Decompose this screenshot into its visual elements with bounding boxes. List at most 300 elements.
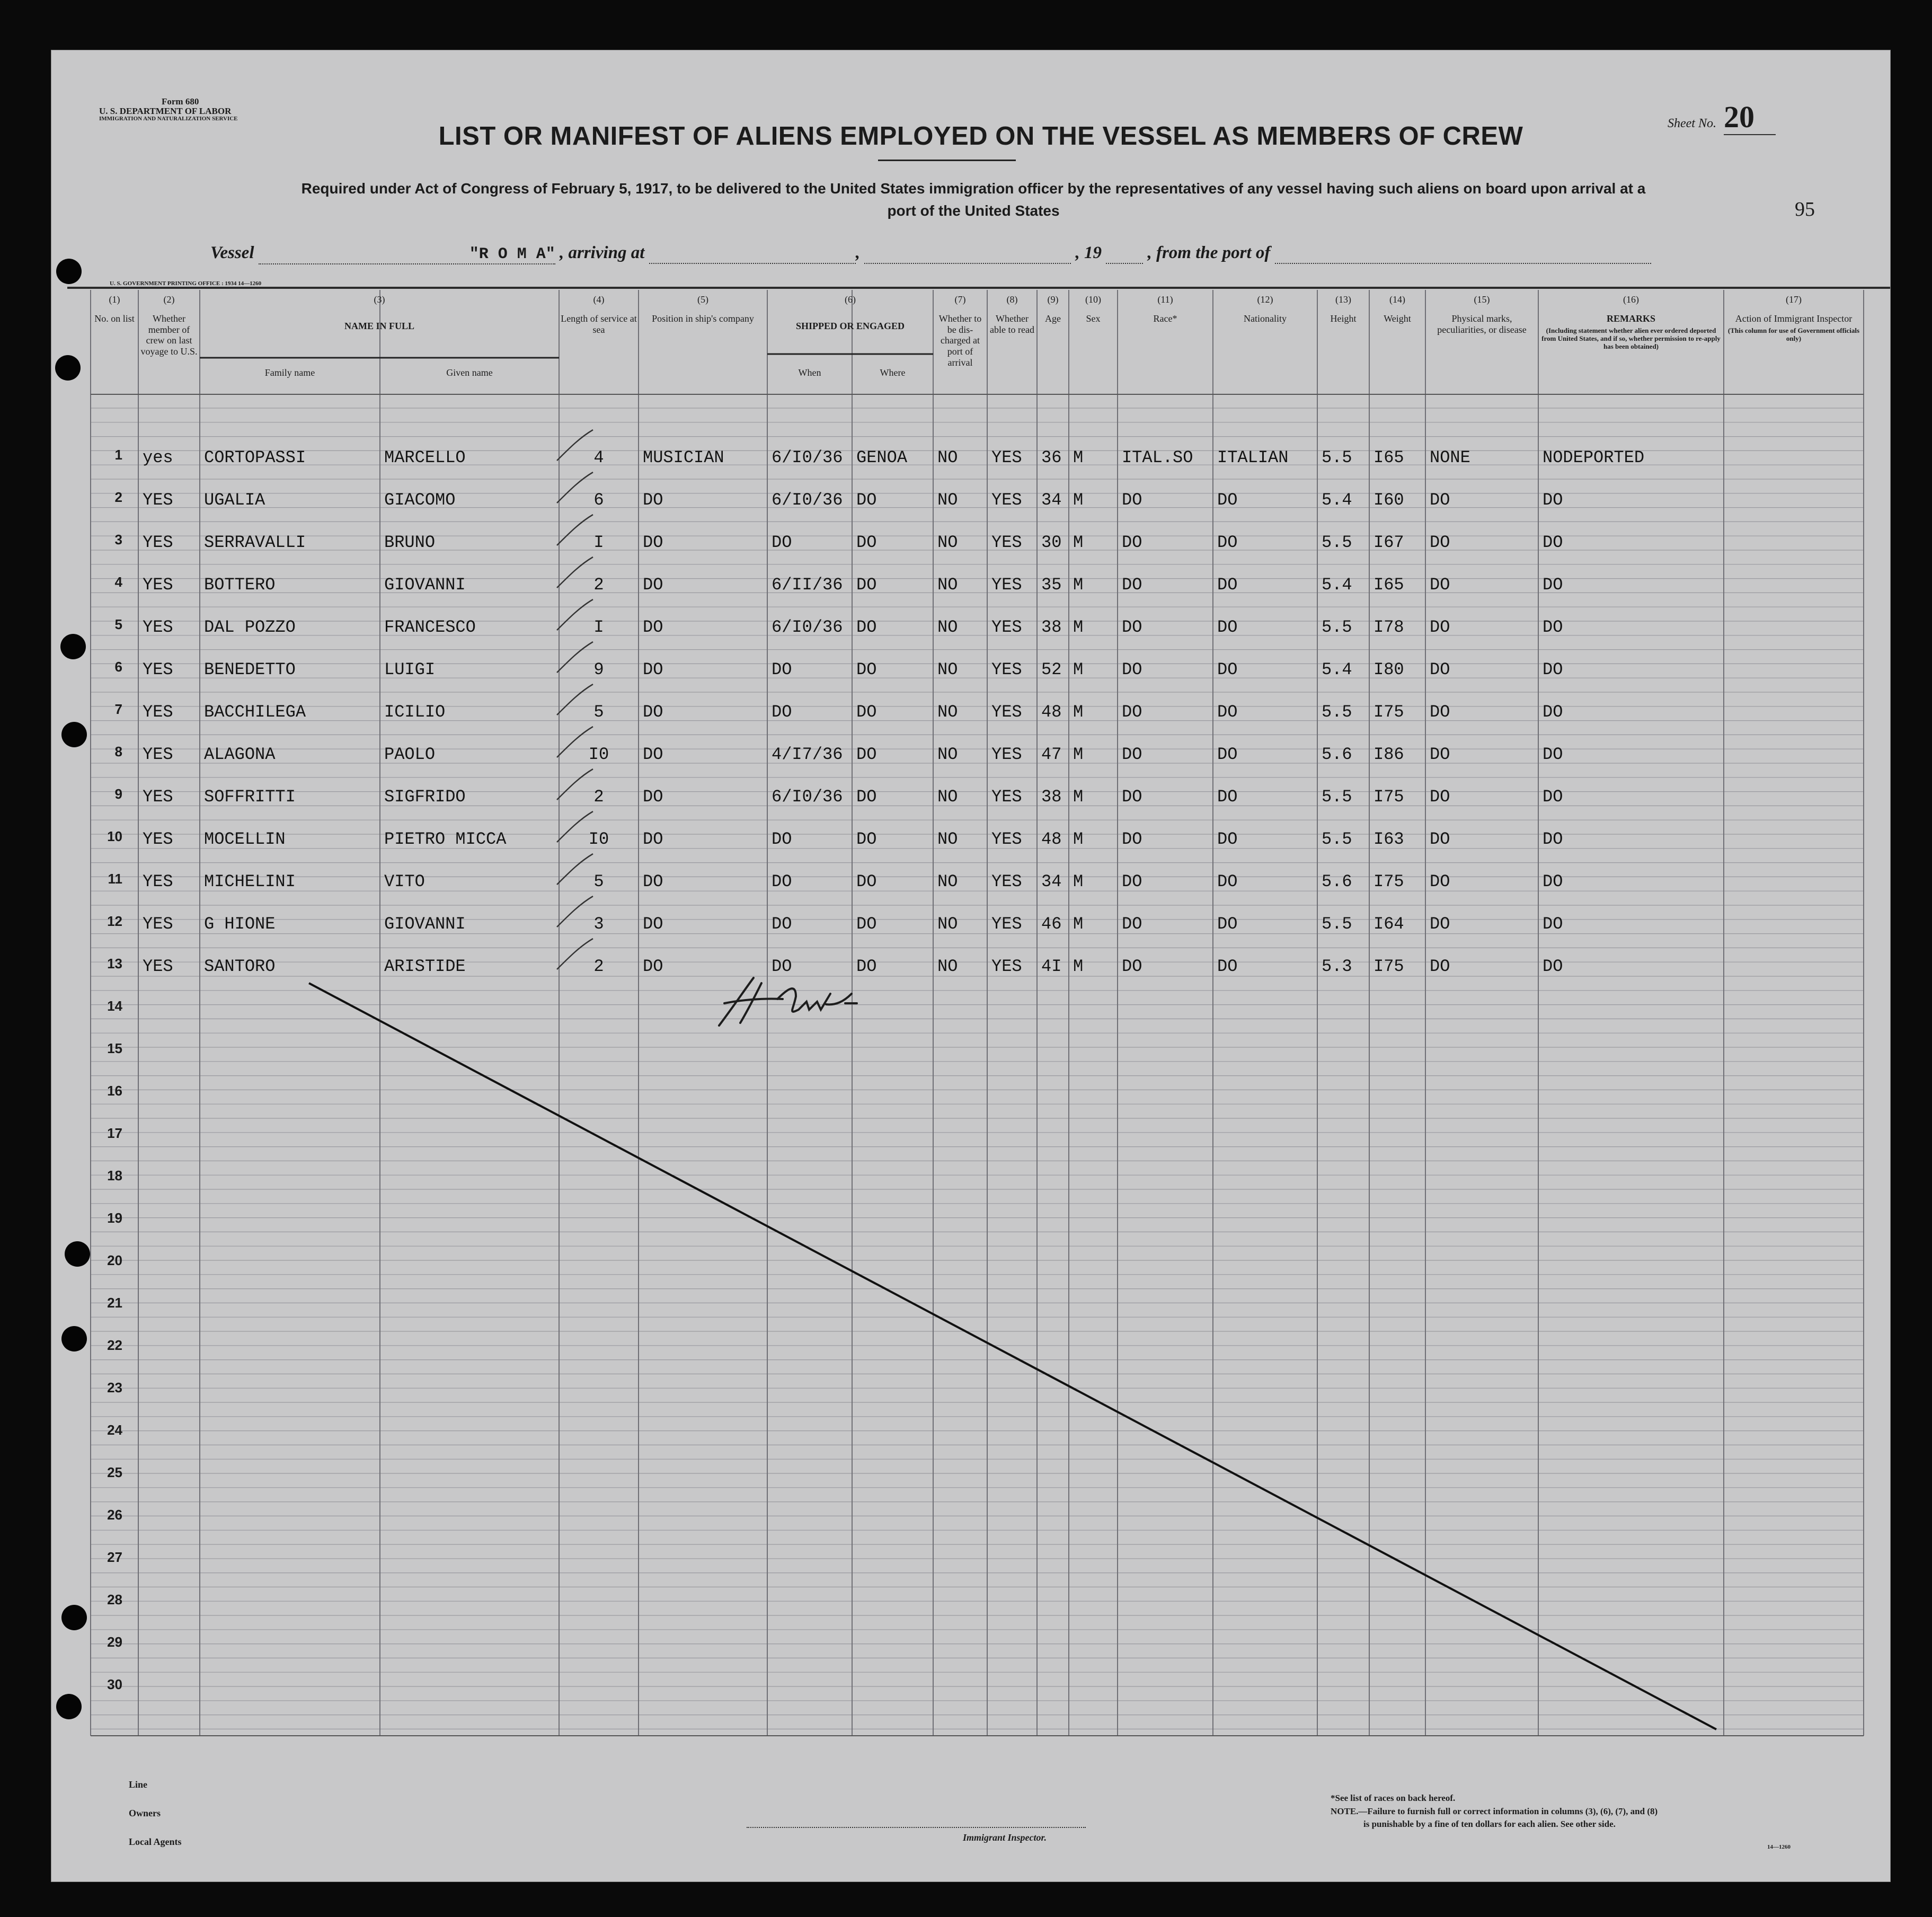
cell-weight: I78 — [1373, 617, 1404, 637]
cell-position: DO — [643, 617, 663, 637]
cell-position: DO — [643, 829, 663, 849]
cell-weight: I86 — [1373, 745, 1404, 764]
row-number: 25 — [107, 1464, 122, 1480]
row-number: 1 — [114, 447, 122, 463]
cell-sex: M — [1073, 829, 1084, 849]
cell-race: DO — [1122, 745, 1142, 764]
column-number: (13) — [1335, 294, 1351, 305]
footer-agents-label: Local Agents — [129, 1836, 182, 1847]
cell-position: DO — [643, 575, 663, 595]
cell-sex: M — [1073, 533, 1084, 552]
column-number: (15) — [1474, 294, 1490, 305]
cell-when: 6/I0/36 — [772, 490, 843, 510]
column-label: Length of service at sea — [561, 313, 637, 335]
punch-hole — [61, 1326, 87, 1351]
cell-sex: M — [1073, 490, 1084, 510]
cell-nationality: DO — [1217, 957, 1238, 976]
cell-nationality: DO — [1217, 533, 1238, 552]
cell-read: YES — [991, 745, 1022, 764]
cell-sex: M — [1073, 787, 1084, 807]
cell-marks: NONE — [1430, 448, 1470, 467]
column-label: SHIPPED OR ENGAGED — [795, 321, 905, 331]
column-label: Nationality — [1244, 313, 1287, 324]
punch-hole — [65, 1241, 90, 1267]
cell-crew: YES — [143, 745, 173, 764]
cell-height: 5.5 — [1322, 829, 1352, 849]
cell-discharged: NO — [937, 872, 958, 891]
cell-nationality: DO — [1217, 702, 1238, 722]
cell-crew: YES — [143, 490, 173, 510]
form-title: LIST OR MANIFEST OF ALIENS EMPLOYED ON THE VESSEL AS MEMBERS OF CREW — [438, 122, 1523, 151]
punch-hole — [55, 355, 81, 381]
cell-age: 48 — [1041, 702, 1062, 722]
cell-position: DO — [643, 872, 663, 891]
cell-read: YES — [991, 575, 1022, 595]
row-number: 18 — [107, 1168, 122, 1183]
cell-race: DO — [1122, 533, 1142, 552]
cell-weight: I75 — [1373, 787, 1404, 807]
row-number: 24 — [107, 1422, 122, 1438]
column-number: (6) — [845, 294, 856, 305]
column-number: (3) — [374, 294, 385, 305]
column-label: Action of Immigrant Inspector — [1735, 313, 1853, 324]
cell-crew: YES — [143, 575, 173, 595]
cell-weight: I75 — [1373, 872, 1404, 891]
service-name: IMMIGRATION AND NATURALIZATION SERVICE — [99, 115, 238, 122]
cell-nationality: ITALIAN — [1217, 448, 1289, 467]
cell-service: I — [593, 533, 604, 552]
cell-read: YES — [991, 617, 1022, 637]
cell-height: 5.5 — [1322, 702, 1352, 722]
column-label: Age — [1045, 313, 1061, 324]
cell-age: 4I — [1041, 957, 1062, 976]
column-number: (5) — [697, 294, 708, 305]
cell-marks: DO — [1430, 660, 1450, 679]
column-label: Whether able to read — [990, 313, 1034, 335]
column-label: Height — [1330, 313, 1357, 324]
cell-nationality: DO — [1217, 490, 1238, 510]
cell-remarks: DO — [1543, 575, 1563, 595]
arriving-label: , arriving at — [560, 243, 645, 262]
cell-where: DO — [856, 617, 877, 637]
cell-service: 5 — [593, 702, 604, 722]
cell-race: DO — [1122, 617, 1142, 637]
when-subheader: When — [798, 367, 821, 378]
cell-when: 4/I7/36 — [772, 745, 843, 764]
cell-service: 2 — [593, 575, 604, 595]
cell-race: ITAL.SO — [1122, 448, 1193, 467]
cell-height: 5.5 — [1322, 533, 1352, 552]
sheet-label: Sheet No. — [1668, 117, 1716, 130]
cell-age: 34 — [1041, 872, 1062, 891]
cell-read: YES — [991, 490, 1022, 510]
cell-age: 36 — [1041, 448, 1062, 467]
cell-marks: DO — [1430, 490, 1450, 510]
cell-discharged: NO — [937, 829, 958, 849]
cell-where: DO — [856, 872, 877, 891]
cell-crew: YES — [143, 829, 173, 849]
cell-remarks: DO — [1543, 533, 1563, 552]
cell-given: PIETRO MICCA — [384, 829, 507, 849]
row-number: 17 — [107, 1125, 122, 1141]
cell-crew: YES — [143, 702, 173, 722]
column-number: (4) — [593, 294, 605, 305]
cell-service: 9 — [593, 660, 604, 679]
cell-remarks: DO — [1543, 872, 1563, 891]
inspector-signature-line — [747, 1827, 1086, 1828]
cell-weight: I67 — [1373, 533, 1404, 552]
cell-race: DO — [1122, 872, 1142, 891]
port-label: , from the port of — [1147, 243, 1271, 262]
cell-height: 5.4 — [1322, 490, 1352, 510]
cell-position: DO — [643, 702, 663, 722]
cell-when: DO — [772, 829, 792, 849]
cell-discharged: NO — [937, 448, 958, 467]
cell-sex: M — [1073, 617, 1084, 637]
row-number: 26 — [107, 1507, 122, 1523]
cell-sex: M — [1073, 660, 1084, 679]
cell-crew: YES — [143, 617, 173, 637]
cell-crew: YES — [143, 914, 173, 934]
cell-where: DO — [856, 957, 877, 976]
column-label: Weight — [1384, 313, 1411, 324]
given-name-subheader: Given name — [446, 367, 493, 378]
cell-race: DO — [1122, 575, 1142, 595]
cell-discharged: NO — [937, 957, 958, 976]
cell-read: YES — [991, 914, 1022, 934]
cell-age: 52 — [1041, 660, 1062, 679]
punch-hole — [61, 722, 87, 747]
cell-discharged: NO — [937, 575, 958, 595]
cell-given: GIOVANNI — [384, 575, 466, 595]
cell-read: YES — [991, 702, 1022, 722]
row-number: 21 — [107, 1295, 122, 1311]
punch-hole — [56, 1694, 82, 1719]
cell-remarks: DO — [1543, 490, 1563, 510]
cell-sex: M — [1073, 957, 1084, 976]
row-number: 13 — [107, 956, 122, 971]
cell-when: 6/I0/36 — [772, 448, 843, 467]
cell-service: 6 — [593, 490, 604, 510]
cell-given: FRANCESCO — [384, 617, 476, 637]
cell-read: YES — [991, 660, 1022, 679]
cell-position: DO — [643, 787, 663, 807]
column-number: (9) — [1047, 294, 1059, 305]
cell-age: 38 — [1041, 787, 1062, 807]
cell-where: DO — [856, 914, 877, 934]
cell-read: YES — [991, 957, 1022, 976]
cell-nationality: DO — [1217, 745, 1238, 764]
page-number: 95 — [1795, 198, 1815, 220]
row-number: 2 — [114, 489, 122, 505]
cell-remarks: DO — [1543, 660, 1563, 679]
column-sublabel: (Including statement whether alien ever ordered deported from United States, and if so, whether permission to re-apply has been obtained) — [1541, 326, 1721, 350]
cell-nationality: DO — [1217, 787, 1238, 807]
cell-height: 5.3 — [1322, 957, 1352, 976]
column-label: NAME IN FULL — [344, 321, 414, 331]
cell-where: DO — [856, 787, 877, 807]
subtitle-line-2: port of the United States — [887, 202, 1060, 219]
cell-race: DO — [1122, 490, 1142, 510]
cell-when: 6/II/36 — [772, 575, 843, 595]
cell-given: ARISTIDE — [384, 957, 466, 976]
cell-height: 5.5 — [1322, 914, 1352, 934]
row-number: 4 — [114, 574, 122, 590]
column-number: (14) — [1389, 294, 1405, 305]
cell-remarks: DO — [1543, 787, 1563, 807]
cell-read: YES — [991, 829, 1022, 849]
row-number: 28 — [107, 1592, 122, 1607]
cell-discharged: NO — [937, 617, 958, 637]
subtitle-line-1: Required under Act of Congress of February 5, 1917, to be delivered to the United States immigration officer by the representatives of any vessel having such aliens on board upon arrival at a — [301, 180, 1646, 197]
cell-discharged: NO — [937, 702, 958, 722]
column-number: (8) — [1006, 294, 1018, 305]
cell-weight: I64 — [1373, 914, 1404, 934]
penalty-note-2: is punishable by a fine of ten dollars for each alien. See other side. — [1363, 1819, 1616, 1830]
column-number: (1) — [109, 294, 120, 305]
cell-race: DO — [1122, 702, 1142, 722]
cell-family: CORTOPASSI — [204, 448, 306, 467]
cell-age: 30 — [1041, 533, 1062, 552]
cell-weight: I80 — [1373, 660, 1404, 679]
cell-given: SIGFRIDO — [384, 787, 466, 807]
row-number: 14 — [107, 998, 122, 1014]
cell-service: 4 — [593, 448, 604, 467]
cell-read: YES — [991, 448, 1022, 467]
cell-race: DO — [1122, 787, 1142, 807]
row-number: 7 — [114, 701, 122, 717]
punch-hole — [61, 1605, 87, 1630]
cell-family: BACCHILEGA — [204, 702, 306, 722]
column-label: Physical marks, peculiarities, or disease — [1437, 313, 1527, 335]
row-number: 30 — [107, 1676, 122, 1692]
column-label: REMARKS — [1606, 313, 1655, 324]
cell-service: I — [593, 617, 604, 637]
cell-family: ALAGONA — [204, 745, 276, 764]
cell-family: SOFFRITTI — [204, 787, 296, 807]
cell-marks: DO — [1430, 787, 1450, 807]
cell-when: 6/I0/36 — [772, 787, 843, 807]
cell-family: BOTTERO — [204, 575, 276, 595]
cell-where: GENOA — [856, 448, 908, 467]
column-label: No. on list — [94, 313, 135, 324]
cell-age: 35 — [1041, 575, 1062, 595]
cell-given: BRUNO — [384, 533, 436, 552]
row-number: 11 — [108, 871, 122, 887]
cell-marks: DO — [1430, 702, 1450, 722]
cell-given: PAOLO — [384, 745, 436, 764]
cell-where: DO — [856, 745, 877, 764]
cell-discharged: NO — [937, 490, 958, 510]
column-label: Position in ship's company — [652, 313, 754, 324]
row-number: 10 — [107, 828, 122, 844]
strike-through-line — [51, 50, 1890, 1881]
cell-given: GIOVANNI — [384, 914, 466, 934]
cell-height: 5.5 — [1322, 787, 1352, 807]
cell-service: 2 — [593, 957, 604, 976]
row-number: 15 — [107, 1040, 122, 1056]
cell-family: SANTORO — [204, 957, 276, 976]
cell-crew: yes — [143, 448, 173, 467]
cell-discharged: NO — [937, 533, 958, 552]
cell-age: 38 — [1041, 617, 1062, 637]
cell-position: DO — [643, 957, 663, 976]
row-number: 29 — [107, 1634, 122, 1650]
cell-remarks: DO — [1543, 914, 1563, 934]
cell-when: DO — [772, 533, 792, 552]
form-code: 14—1260 — [1767, 1844, 1791, 1850]
cell-sex: M — [1073, 702, 1084, 722]
column-label: Whether to be dis-charged at port of arrival — [938, 313, 982, 368]
cell-marks: DO — [1430, 575, 1450, 595]
cell-nationality: DO — [1217, 872, 1238, 891]
cell-marks: DO — [1430, 745, 1450, 764]
row-number: 6 — [114, 659, 122, 675]
cell-family: G HIONE — [204, 914, 276, 934]
cell-position: MUSICIAN — [643, 448, 724, 467]
cell-crew: YES — [143, 533, 173, 552]
cell-position: DO — [643, 914, 663, 934]
cell-nationality: DO — [1217, 660, 1238, 679]
column-number: (2) — [163, 294, 175, 305]
cell-weight: I63 — [1373, 829, 1404, 849]
column-number: (17) — [1786, 294, 1802, 305]
cell-weight: I75 — [1373, 702, 1404, 722]
sheet-number: 20 — [1724, 100, 1776, 135]
column-label: Race* — [1153, 313, 1177, 324]
cell-where: DO — [856, 702, 877, 722]
form-number: Form 680 — [162, 96, 199, 107]
cell-remarks: DO — [1543, 617, 1563, 637]
cell-marks: DO — [1430, 617, 1450, 637]
cell-age: 48 — [1041, 829, 1062, 849]
cell-given: LUIGI — [384, 660, 436, 679]
cell-discharged: NO — [937, 745, 958, 764]
races-note: *See list of races on back hereof. — [1331, 1793, 1456, 1803]
cell-read: YES — [991, 787, 1022, 807]
cell-remarks: DO — [1543, 829, 1563, 849]
cell-discharged: NO — [937, 787, 958, 807]
cell-marks: DO — [1430, 957, 1450, 976]
column-number: (12) — [1257, 294, 1273, 305]
inspector-label: Immigrant Inspector. — [963, 1832, 1047, 1843]
cell-crew: YES — [143, 787, 173, 807]
cell-weight: I65 — [1373, 448, 1404, 467]
cell-remarks: DO — [1543, 745, 1563, 764]
cell-nationality: DO — [1217, 829, 1238, 849]
cell-family: DAL POZZO — [204, 617, 296, 637]
column-number: (10) — [1085, 294, 1101, 305]
cell-sex: M — [1073, 914, 1084, 934]
cell-sex: M — [1073, 745, 1084, 764]
department-name: U. S. DEPARTMENT OF LABOR — [99, 105, 232, 116]
cell-given: GIACOMO — [384, 490, 456, 510]
cell-given: MARCELLO — [384, 448, 466, 467]
cell-position: DO — [643, 490, 663, 510]
cell-marks: DO — [1430, 872, 1450, 891]
cell-service: 2 — [593, 787, 604, 807]
cell-discharged: NO — [937, 660, 958, 679]
where-subheader: Where — [880, 367, 906, 378]
manifest-sheet — [51, 50, 1891, 1882]
row-number: 23 — [107, 1380, 122, 1395]
footer-owners-label: Owners — [129, 1808, 161, 1818]
cell-family: MICHELINI — [204, 872, 296, 891]
cell-where: DO — [856, 660, 877, 679]
cell-sex: M — [1073, 448, 1084, 467]
cell-service: 5 — [593, 872, 604, 891]
cell-where: DO — [856, 829, 877, 849]
cell-when: 6/I0/36 — [772, 617, 843, 637]
cell-height: 5.6 — [1322, 745, 1352, 764]
cell-when: DO — [772, 872, 792, 891]
cell-marks: DO — [1430, 829, 1450, 849]
cell-marks: DO — [1430, 914, 1450, 934]
cell-given: ICILIO — [384, 702, 446, 722]
row-number: 19 — [107, 1210, 122, 1226]
cell-nationality: DO — [1217, 617, 1238, 637]
cell-sex: M — [1073, 872, 1084, 891]
cell-service: 3 — [593, 914, 604, 934]
cell-weight: I65 — [1373, 575, 1404, 595]
cell-when: DO — [772, 702, 792, 722]
row-number: 20 — [107, 1252, 122, 1268]
column-number: (16) — [1623, 294, 1639, 305]
cell-read: YES — [991, 533, 1022, 552]
cell-position: DO — [643, 745, 663, 764]
cell-position: DO — [643, 533, 663, 552]
cell-remarks: DO — [1543, 957, 1563, 976]
cell-remarks: DO — [1543, 702, 1563, 722]
column-sublabel: (This column for use of Government officials only) — [1727, 326, 1860, 342]
column-label: Sex — [1086, 313, 1101, 324]
footer-notes — [1331, 1792, 1658, 1831]
cell-height: 5.5 — [1322, 448, 1352, 467]
cell-nationality: DO — [1217, 914, 1238, 934]
row-number: 9 — [114, 786, 122, 802]
cell-service: I0 — [588, 745, 609, 764]
cell-crew: YES — [143, 957, 173, 976]
cell-race: DO — [1122, 957, 1142, 976]
cell-race: DO — [1122, 660, 1142, 679]
cell-family: BENEDETTO — [204, 660, 296, 679]
cell-nationality: DO — [1217, 575, 1238, 595]
row-number: 8 — [114, 744, 122, 759]
penalty-note-1: NOTE.—Failure to furnish full or correct information in columns (3), (6), (7), and (8) — [1331, 1806, 1658, 1816]
cell-when: DO — [772, 660, 792, 679]
cell-family: SERRAVALLI — [204, 533, 306, 552]
cell-position: DO — [643, 660, 663, 679]
column-number: (7) — [954, 294, 966, 305]
cell-race: DO — [1122, 914, 1142, 934]
cell-crew: YES — [143, 660, 173, 679]
cell-service: I0 — [588, 829, 609, 849]
cell-height: 5.4 — [1322, 575, 1352, 595]
row-number: 5 — [114, 616, 122, 632]
year-label: , 19 — [1075, 243, 1102, 262]
family-name-subheader: Family name — [264, 367, 315, 378]
cell-race: DO — [1122, 829, 1142, 849]
cell-sex: M — [1073, 575, 1084, 595]
row-number: 16 — [107, 1083, 122, 1099]
row-number: 3 — [114, 532, 122, 547]
cell-weight: I75 — [1373, 957, 1404, 976]
cell-marks: DO — [1430, 533, 1450, 552]
cell-where: DO — [856, 533, 877, 552]
printer-imprint: U. S. GOVERNMENT PRINTING OFFICE : 1934 14—1260 — [110, 280, 262, 287]
vessel-line: Vessel "R O M A" , arriving at , , 19 , from the port of — [210, 243, 1651, 264]
cell-family: UGALIA — [204, 490, 265, 510]
